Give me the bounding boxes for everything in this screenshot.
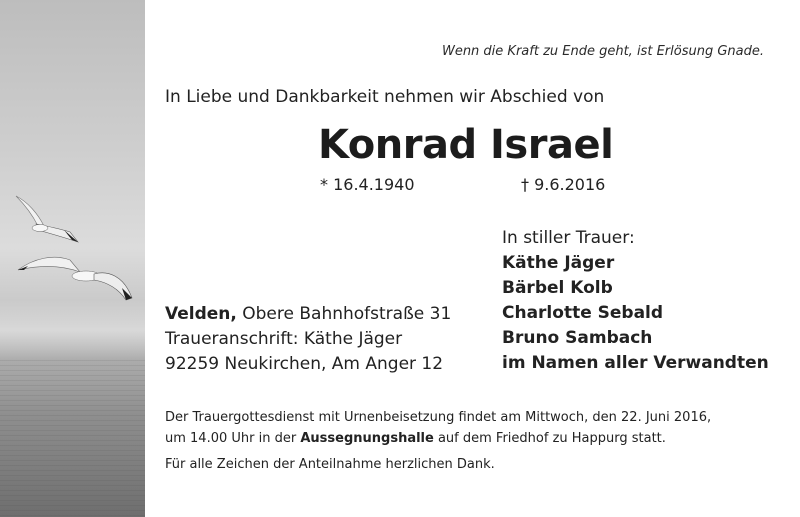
service-line-2-pre: um 14.00 Uhr in der — [165, 431, 297, 446]
town: Velden, — [165, 304, 237, 324]
seagull-2 — [18, 257, 132, 300]
service-notice — [165, 407, 711, 449]
seagull-photo — [0, 0, 145, 517]
mourner-name: Bärbel Kolb — [502, 278, 613, 298]
seagull-1 — [16, 196, 78, 242]
service-venue: Aussegnungshalle — [300, 431, 434, 446]
seagulls-illustration — [0, 0, 145, 517]
mourner-name: Charlotte Sebald — [502, 303, 664, 323]
mourners-block — [502, 226, 769, 376]
address-line-2: Traueranschrift: Käthe Jäger — [165, 329, 403, 349]
address-block — [165, 302, 451, 377]
mourners-heading: In stiller Trauer: — [502, 228, 635, 248]
mourner-name: Käthe Jäger — [502, 253, 615, 273]
service-line-2 — [165, 428, 711, 449]
thanks-text: Für alle Zeichen der Anteilnahme herzlichen Dank. — [165, 457, 495, 472]
birth-date: * 16.4.1940 — [320, 175, 415, 194]
motto: Wenn die Kraft zu Ende geht, ist Erlösung Gnade. — [441, 44, 764, 59]
deceased-name: Konrad Israel — [318, 122, 614, 168]
address-line-3: 92259 Neukirchen, Am Anger 12 — [165, 354, 444, 374]
death-date: † 9.6.2016 — [521, 175, 606, 194]
service-line-2-post: auf dem Friedhof zu Happurg statt. — [437, 431, 666, 446]
service-line-1: Der Trauergottesdienst mit Urnenbeisetzung findet am Mittwoch, den 22. Juni 2016, — [165, 410, 712, 425]
address-line-1 — [165, 302, 451, 327]
mourner-name: Bruno Sambach — [502, 328, 653, 348]
street: Obere Bahnhofstraße 31 — [242, 304, 452, 324]
mourner-name: im Namen aller Verwandten — [502, 353, 769, 373]
intro-text: In Liebe und Dankbarkeit nehmen wir Abschied von — [165, 87, 605, 107]
